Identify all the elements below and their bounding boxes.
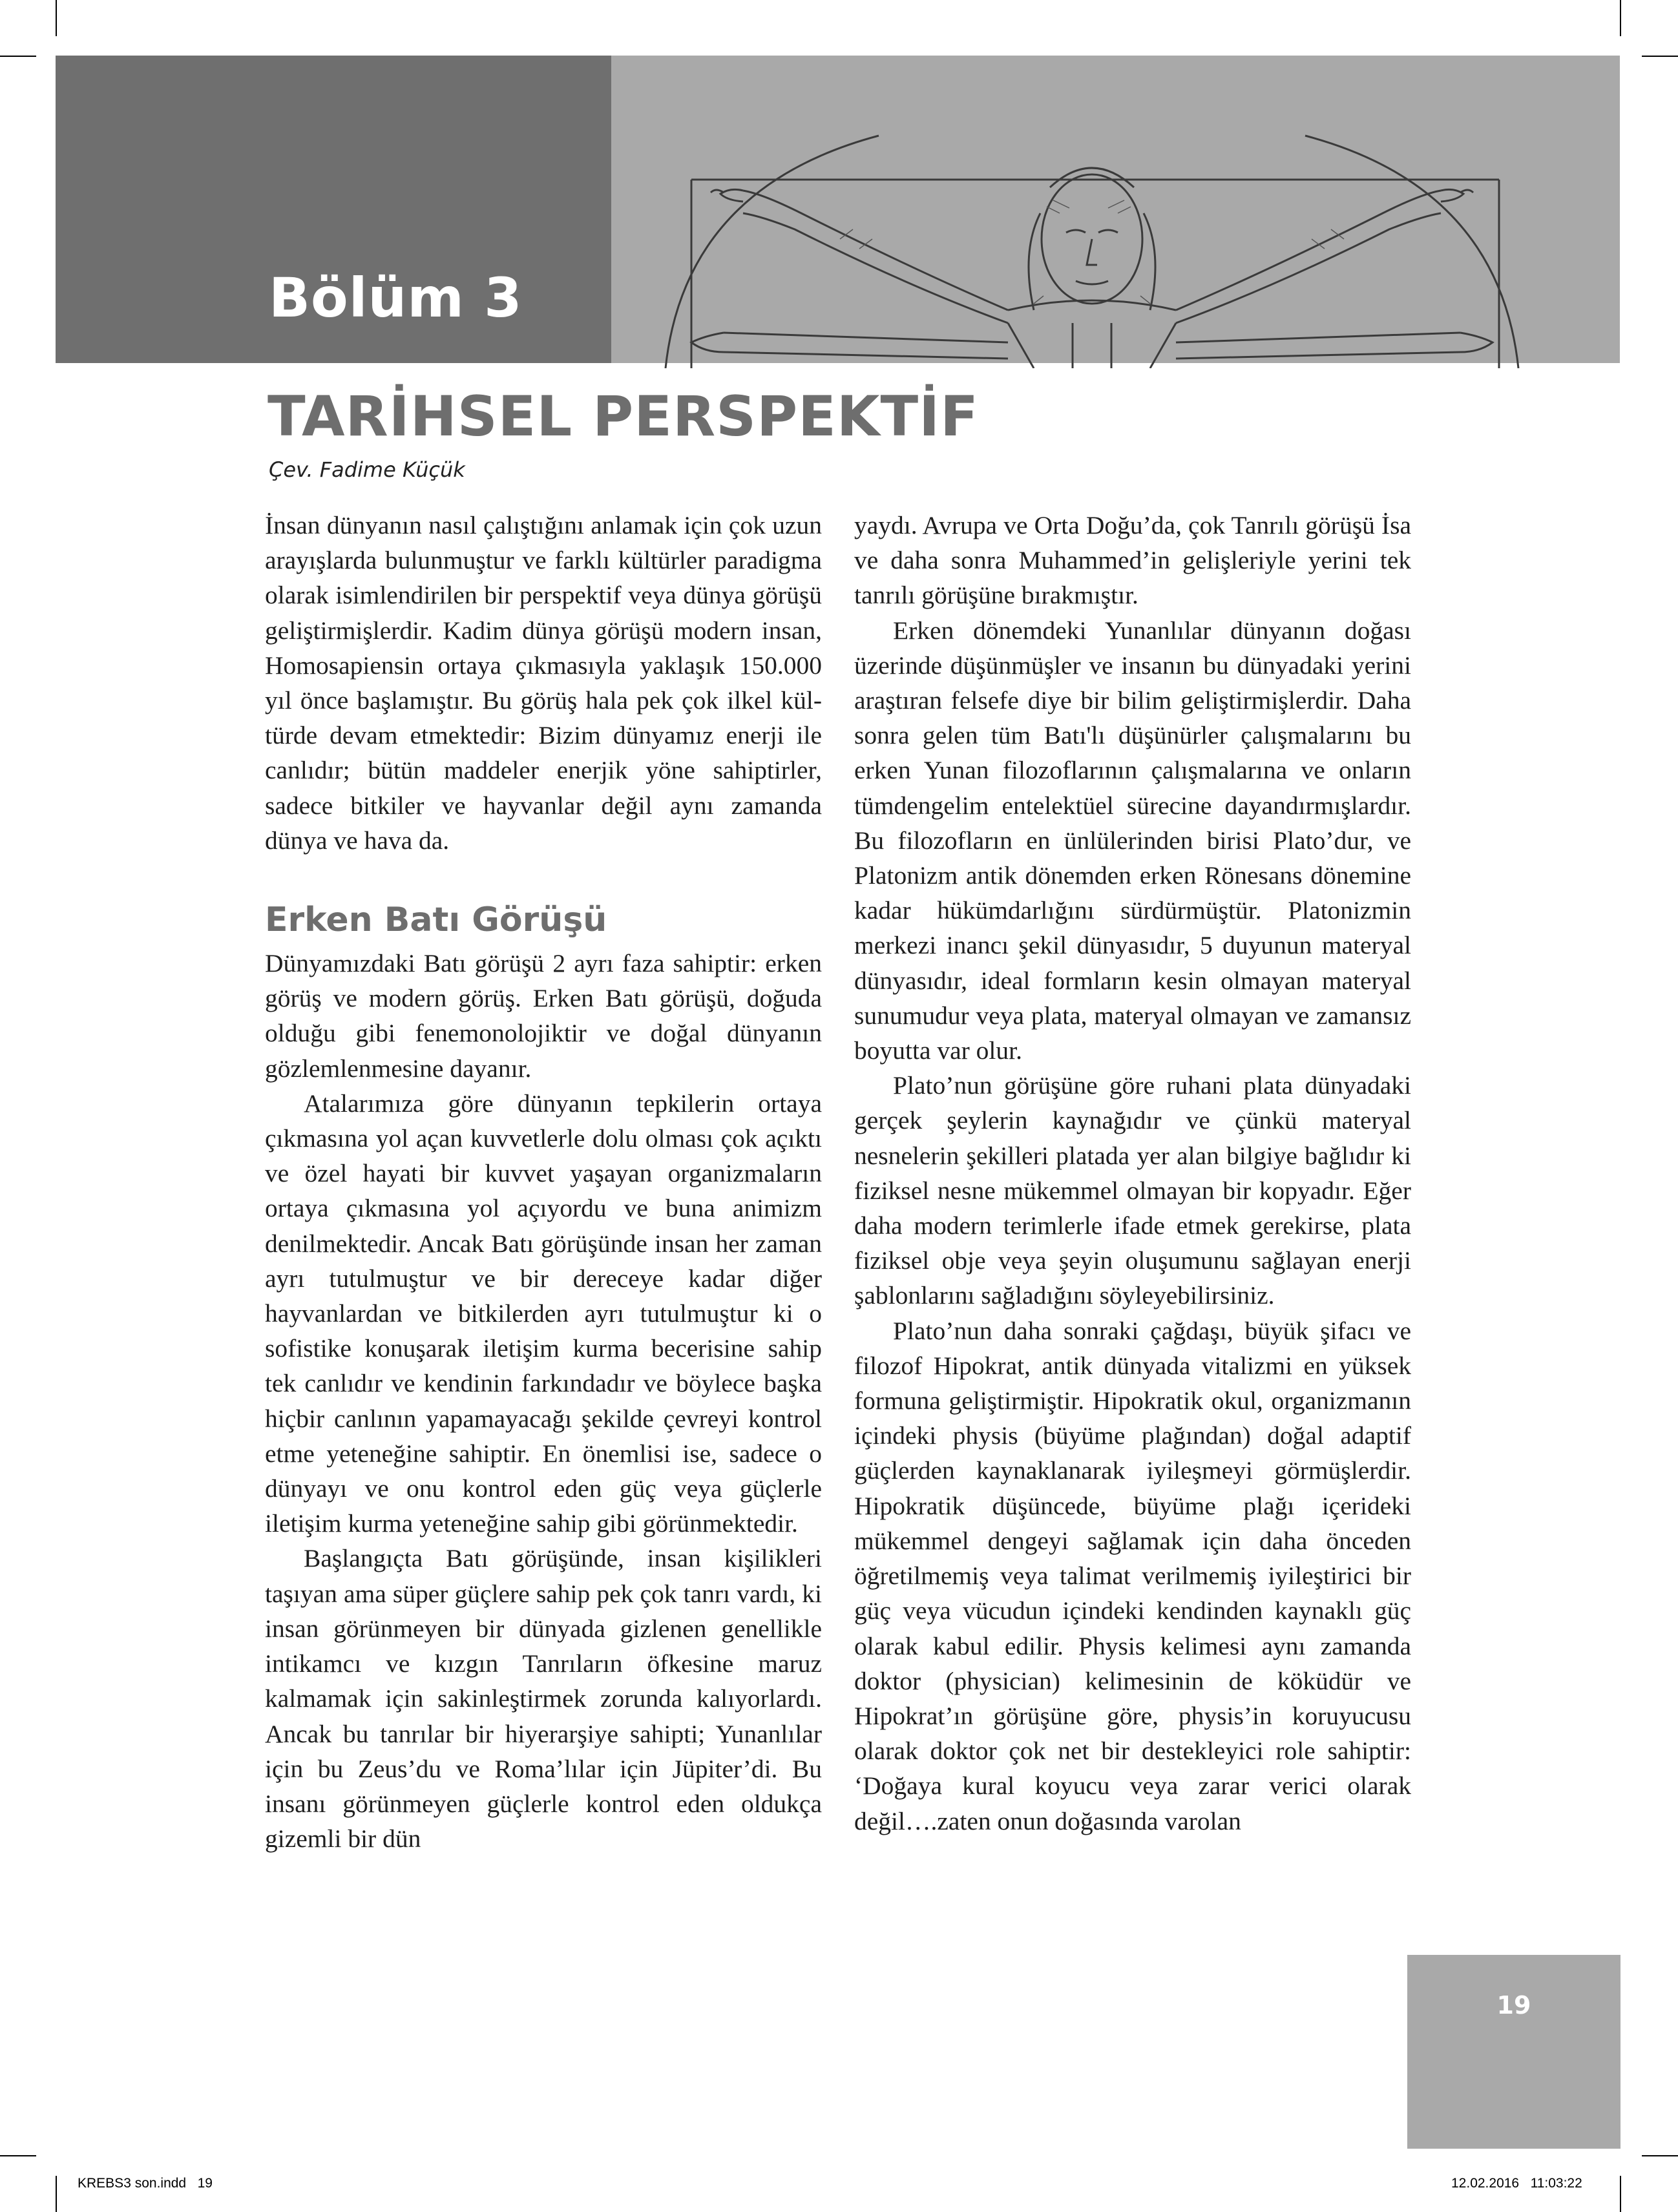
page-number-box (1407, 1955, 1620, 2149)
crop-mark (0, 2155, 36, 2156)
chapter-label: Bölüm 3 (269, 266, 523, 329)
crop-mark (1620, 2176, 1621, 2212)
vitruvian-man-icon (646, 110, 1538, 368)
page-title: TARİHSEL PERSPEKTİF (267, 384, 979, 449)
crop-mark (56, 0, 57, 36)
body-paragraph: Dünyamızdaki Batı görüşü 2 ayrı faza sahiptir: erken görüş ve modern görüş. Erken Batı görüşü, doğuda olduğu gibi fenemonolojiktir ve doğal dünyanın gözlemlenmesine dayanır. (265, 949, 822, 1083)
crop-mark (1642, 56, 1678, 57)
crop-mark (1620, 0, 1621, 36)
translator-credit: Çev. Fadime Küçük (269, 457, 465, 482)
crop-mark (1642, 2155, 1678, 2156)
body-paragraph: Atalarımıza göre dünyanın tepkilerin ortaya çıkmasına yol açan kuvvetlerle dolu olması çok açıktı ve özel hayati bir kuvvet yaşayan organizmaların ortaya çıkmasına yol açıyordu ve buna animizm denilmektedir. Ancak Batı görüşünde insan her zaman ayrı tutulmuştur ve bir dereceye kadar diğer hayvanlardan ve bitkilerden ayrı tutulmuştur ki o sofistike konuşarak iletişim kurma becerisine sahip tek canlıdır ve kendinin farkındadır ve böylece başka hiçbir canlının yapamayacağı şekilde çevreyi kontrol etme yeteneğine sahiptir. En önemlisi ise, sadece o dünyayı ve onu kontrol eden güç veya güçlerle iletişim kurma yeteneğine sahip gibi görünmektedir. (265, 1089, 822, 1538)
body-paragraph: Başlangıçta Batı görüşünde, insan kişilikleri taşıyan ama süper güçlere sahip pek çok tanrı vardı, ki insan görünmeyen bir dünyada gizlenen genellikle intikamcı ve kızgın Tanrıların öfkesine maruz kalmamak için sakinleştirmek zorunda kalıyorlardı. Ancak bu tanrılar bir hiyerarşiye sahipti; Yunanlılar için bu Zeus’du ve Roma’lılar için Jüpiter’di. Bu insanı görünmeyen güçlerle kontrol eden oldukça gizemli bir dün (265, 1544, 822, 1853)
body-paragraph: Plato’nun daha sonraki çağdaşı, büyük şifacı ve filozof Hipokrat, antik dünyada vitalizmi en yüksek formuna geliştirmiştir. Hipokratik okul, organizmanın içindeki physis (büyüme plağından) doğal adaptif güçlerden kaynaklanarak iyileşmeyi görmüşlerdir. Hipokratik düşüncede, büyüme plağı içerideki mükemmel dengeyi sağlamak için daha önceden öğretilmemiş veya talimat verilmemiş iyileştirici bir güç veya vücudun içindeki kendinden kaynaklı güç olarak kabul edilir. Physis kelimesi aynı zamanda doktor (physician) kelimesinin de köküdür ve Hipokrat’ın görüşüne göre, physis’in koruyucusu olarak doktor çok net bir destekleyici role sahiptir: ‘Doğaya kural koyucu veya zarar verici olarak değil….zaten onun doğasında varolan (854, 1316, 1411, 1835)
body-paragraph: Erken dönemdeki Yunanlılar dünyanın doğası üzerinde düşünmüşler ve insanın bu dünyadaki yerini araştıran felsefe diye bir bilim geliştirmişlerdir. Daha sonra gelen tüm Batı'lı düşünürler çalışmalarını bu erken Yunan filozoflarının çalışmalarına ve onların tümdengelim entelektüel sürecine dayandırmışlardır. Bu filozofların en ünlülerinden birisi Plato’dur, ve Platonizm antik dönemden erken Rönesans dönemine kadar hükümdarlığını sürdürmüştür. Platonizmin merkezi inancı şekil dünyasıdır, 5 duyunun materyal dünyasıdır, ideal formların kesin olmayan materyal sunumudur veya plata, materyal olmayan ve zamansız boyutta var olur. (854, 616, 1411, 1065)
crop-mark (56, 2176, 57, 2212)
text-column-right (854, 508, 1411, 1839)
print-slug-timestamp: 12.02.2016 11:03:22 (1451, 2176, 1582, 2191)
body-paragraph: İnsan dünyanın nasıl çalıştığını anlamak için çok uzun arayışlarda bulunmuştur ve farklı kültürler paradigma olarak isimlendirilen bir perspektif veya dünya görüşü geliştirmişlerdir. Kadim dünya görüşü modern insan, Homosapiensin ortaya çıkmasıyla yaklaşık 150.000 yıl önce başlamıştır. Bu görüş hala pek çok ilkel kültürde devam etmektedir: Bizim dünyamız enerji ile canlıdır; bütün maddeler enerjik yöne sahiptirler, sadece bitkiler ve hayvanlar değil aynı zamanda dünya ve hava da. (265, 511, 822, 855)
print-slug-filename: KREBS3 son.indd 19 (78, 2176, 213, 2191)
page-number: 19 (1496, 1991, 1531, 2019)
body-paragraph: Plato’nun görüşüne göre ruhani plata dünyadaki gerçek şeylerin kaynağıdır ve çünkü materyal nesnelerin şekilleri platada yer alan bilgiye bağlıdır ki fiziksel nesne mükemmel olmayan bir kopyadır. Eğer daha modern terimlerle ifade etmek gerekirse, plata fiziksel obje veya şeyin oluşumunu sağlayan enerji şablonlarını sağladığını söyleyebilirsiniz. (854, 1071, 1411, 1310)
crop-mark (0, 56, 36, 57)
body-paragraph: yaydı. Avrupa ve Orta Doğu’da, çok Tanrılı görüşü İsa ve daha sonra Muhammed’in gelişleriyle yerini tek tanrılı görüşüne bırakmıştır. (854, 511, 1411, 610)
text-column-left (265, 508, 822, 1856)
section-heading: Erken Batı Görüşü (265, 901, 607, 940)
